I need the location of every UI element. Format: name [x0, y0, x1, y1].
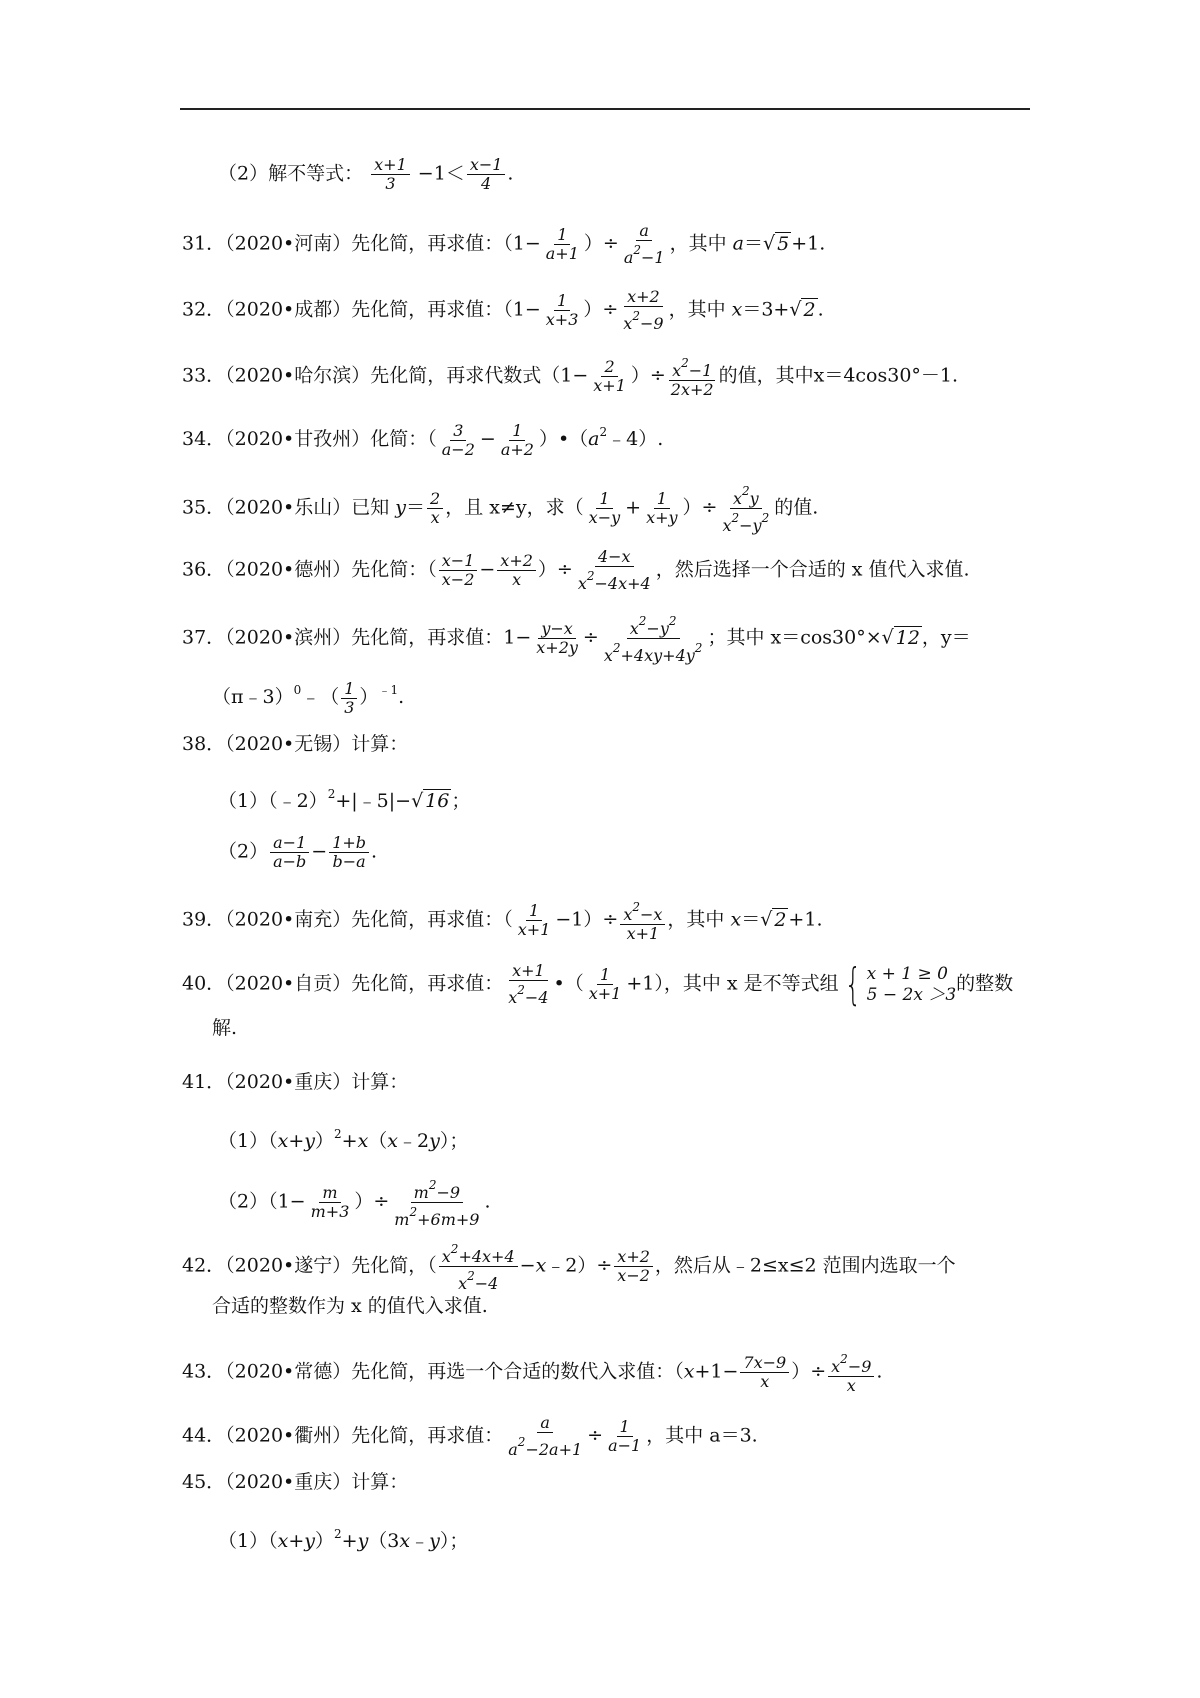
fraction: $\frac{1}{x+3}$ [545, 291, 579, 329]
problem-40: 40．（2020•自贡）先化简，再求值： $\frac{x+1}{x^2-4}$ •（ $\frac{1}{x+1}$ +1），其中 x 是不等式组 { x + 1 ≥ 0 5 − 2x ＞3 的整数 [182, 958, 1014, 1010]
sqrt: √ 5 [763, 232, 790, 255]
fraction: $\frac{x^2-y^2}{x^2+4xy+4y^2}$ [603, 614, 703, 665]
problem-35: 35．（2020•乐山）已知 y＝ $\frac{2}{x}$ ，且 x≠y，求（ $\frac{1}{x-y}$ + $\frac{1}{x+y}$ ）÷ $\frac{x^2y}{x^2-y^2}$ 的值. [182, 484, 819, 535]
fraction: $\frac{1}{a+1}$ [545, 225, 579, 263]
fraction: $\frac{1}{3}$ [341, 680, 357, 717]
fraction: $\frac{1}{a-1}$ [608, 1417, 642, 1455]
fraction: $\frac{x+1}{3}$ [371, 156, 410, 193]
problem-41: 41．（2020•重庆）计算： [182, 1071, 409, 1093]
fraction: $\frac{x-1}{4}$ [467, 156, 506, 193]
fraction: $\frac{7x-9}{x}$ [740, 1354, 789, 1391]
problem-39: 39．（2020•南充）先化简，再求值：（ $\frac{1}{x+1}$ −1）÷ $\frac{x^2-x}{x+1}$ ，其中 x＝√ 2 +1. [182, 900, 823, 943]
fraction: $\frac{1}{x-y}$ [588, 489, 621, 527]
problem-40-line-2: 解. [212, 1017, 238, 1039]
fraction: $\frac{x^2-x}{x+1}$ [620, 898, 665, 943]
inequality-system: { x + 1 ≥ 0 5 − 2x ＞3 [844, 958, 957, 1010]
fraction: $\frac{x+2}{x-2}$ [614, 1248, 653, 1285]
problem-37-line-2: （π﹣3）$^0$﹣（ $\frac{1}{3}$ ）$^{﹣1}$. [212, 678, 405, 717]
problem-43: 43．（2020•常德）先化简，再选一个合适的数代入求值：（x+1− $\frac{7x-9}{x}$ ）÷ $\frac{x^2-9}{x}$ . [182, 1352, 883, 1395]
fraction: $\frac{x^2-9}{x}$ [828, 1350, 874, 1395]
fraction: $\frac{1}{x+1}$ [517, 901, 551, 939]
fraction: $\frac{3}{a-2}$ [441, 420, 475, 459]
problem-32: 32．（2020•成都）先化简，再求值：（1− $\frac{1}{x+3}$ ）÷ $\frac{x+2}{x^2-9}$ ，其中 x＝3+√ 2 . [182, 287, 824, 333]
sqrt: √ 2 [789, 298, 816, 321]
problem-41-part-1: $(1)(x+y)^2+x(x﹣2y)$； [218, 1127, 469, 1152]
fraction: $\frac{y-x}{x+2y}$ [536, 619, 578, 657]
problem-34: 34．（2020•甘孜州）化简：（ $\frac{3}{a-2}$ − $\frac{1}{a+2}$ ）$•(a^2﹣4)$. [182, 420, 664, 459]
fraction: $\frac{m}{m+3}$ [310, 1183, 350, 1221]
fraction: $\frac{1}{x+y}$ [646, 489, 678, 527]
fraction: $\frac{1}{x+1}$ [588, 965, 622, 1003]
fraction: $\frac{2}{x}$ [427, 490, 443, 527]
fraction: $\frac{x^2y}{x^2-y^2}$ [722, 484, 770, 535]
fraction: $\frac{x^2-1}{2x+2}$ [670, 356, 714, 399]
problem-44: 44．（2020•衢州）先化简，再求值： $\frac{a}{a^2-2a+1}$ ÷ $\frac{1}{a-1}$ ，其中 a＝3. [182, 1413, 758, 1459]
fraction: $\frac{m^2-9}{m^2+6m+9}$ [394, 1178, 480, 1229]
sqrt: √ 2 [760, 908, 787, 931]
fraction: $\frac{a-1}{a-b}$ [270, 834, 309, 871]
fraction: $\frac{x^2+4x+4}{x^2-4}$ [439, 1240, 518, 1293]
problem-33: 33．（2020•哈尔滨）先化简，再求代数式（1− $\frac{2}{x+1}$ ）÷ $\frac{x^2-1}{2x+2}$ 的值，其中x＝4cos30°－1. [182, 356, 959, 399]
fraction: $\frac{x+2}{x}$ [497, 552, 536, 589]
fraction: $\frac{a}{a^2-2a+1}$ [508, 1413, 583, 1459]
problem-45: 45．（2020•重庆）计算： [182, 1471, 409, 1493]
problem-37: 37．（2020•滨州）先化简，再求值：1− $\frac{y-x}{x+2y}$ ÷ $\frac{x^2-y^2}{x^2+4xy+4y^2}$ ；其中 x＝cos30°×√ 12 ，y＝ [182, 614, 971, 665]
problem-42: 42．（2020•遂宁）先化简，（ $\frac{x^2+4x+4}{x^2-4}$ −x﹣2）÷ $\frac{x+2}{x-2}$ ，然后从﹣2≤x≤2 范围内选取一个 [182, 1242, 956, 1293]
fraction: $\frac{x+1}{x^2-4}$ [508, 961, 549, 1007]
fraction: $\frac{2}{x+1}$ [593, 357, 626, 395]
fraction: $\frac{4-x}{x^2-4x+4}$ [577, 547, 651, 593]
problem-38-part-1: （1）（﹣2）$^2$+|﹣5|−√ 16 ； [218, 787, 471, 812]
fraction: $\frac{x+2}{x^2-9}$ [623, 287, 664, 333]
fraction: $\frac{a}{a^2-1}$ [623, 221, 665, 267]
problem-36: 36．（2020•德州）先化简：（ $\frac{x-1}{x-2}$ − $\frac{x+2}{x}$ ）÷ $\frac{4-x}{x^2-4x+4}$ ，然后选择一个合适的 x 值代入求值. [182, 547, 970, 593]
fraction: $\frac{1+b}{b-a}$ [329, 834, 369, 871]
problem-38: 38．（2020•无锡）计算： [182, 733, 409, 755]
problem-41-part-2: （2）（1− $\frac{m}{m+3}$ ）÷ $\frac{m^2-9}{m^2+6m+9}$ . [218, 1178, 491, 1229]
fraction: $\frac{x-1}{x-2}$ [439, 552, 478, 589]
problem-30-part-2: （2）解不等式： $\frac{x+1}{3}$ −1＜ $\frac{x-1}{4}$ . [218, 155, 514, 193]
problem-42-line-2: 合适的整数作为 x 的值代入求值. [212, 1295, 488, 1317]
problem-31: 31．（2020•河南）先化简，再求值：（1− $\frac{1}{a+1}$ ）÷ $\frac{a}{a^2-1}$ ，其中 a＝√ 5 +1. [182, 221, 826, 267]
fraction: $\frac{1}{a+2}$ [500, 420, 534, 459]
sqrt: √ 16 [411, 790, 450, 812]
header-rule [180, 108, 1030, 110]
problem-45-part-1: $(1)(x+y)^2+y(3x﹣y)$； [218, 1527, 469, 1552]
sqrt: √ 12 [881, 626, 920, 649]
problem-38-part-2: （2） $\frac{a-1}{a-b}$ − $\frac{1+b}{b-a}$ . [218, 833, 378, 871]
